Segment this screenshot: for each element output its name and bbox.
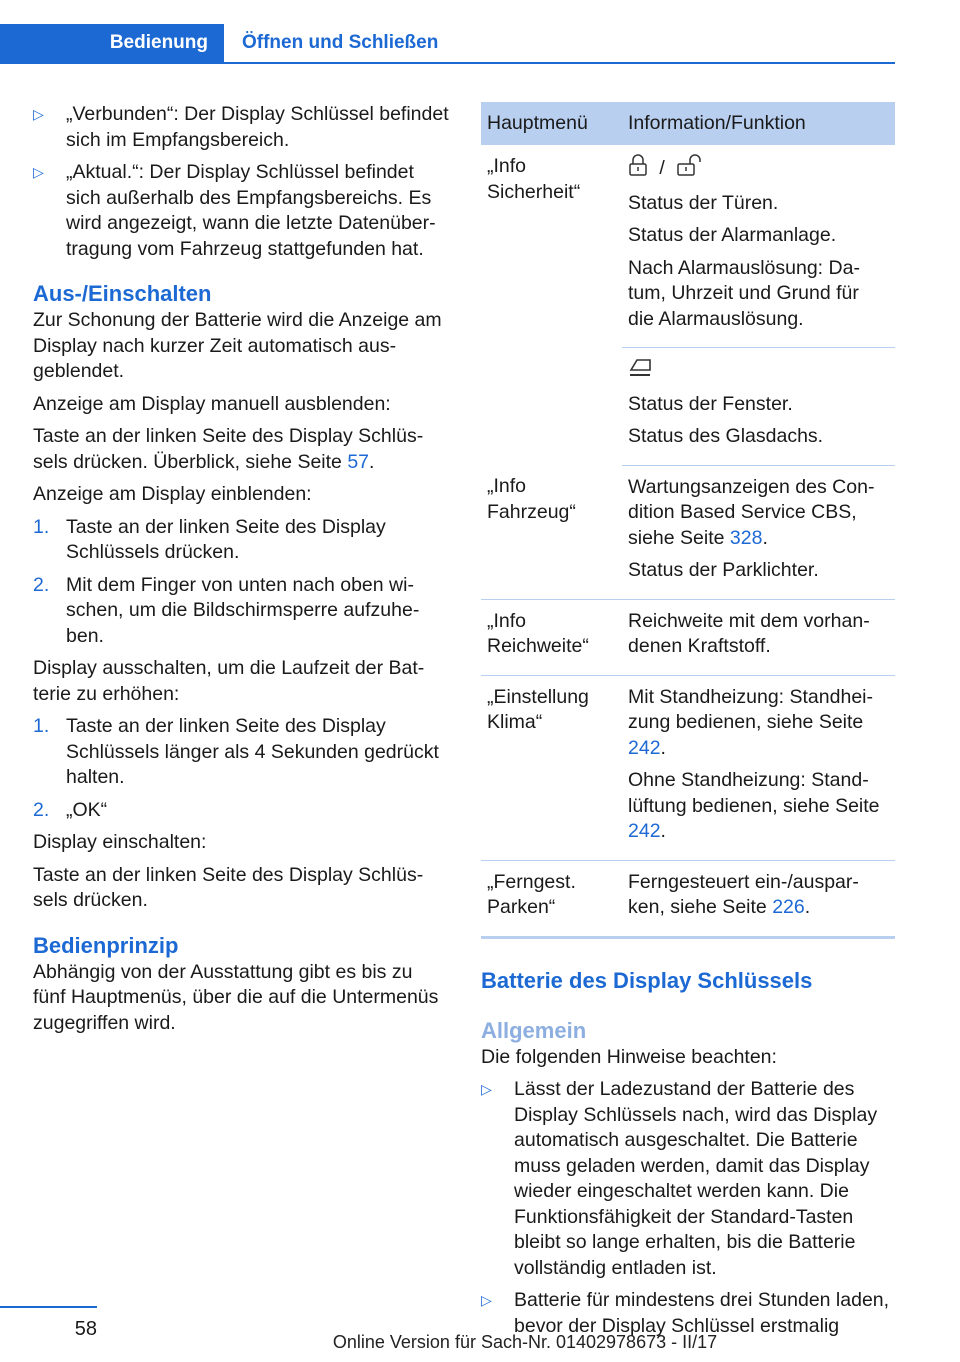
table-header-hauptmenue: Hauptmenü [481,102,622,145]
list-item: ▷ „Aktual.“: Der Display Schlüssel befindet sich außerhalb des Empfangsbereichs. Es wird angezeigt, wann die letzte Datenübertragung vom Fahrzeug stattgefunden hat. [33,160,449,262]
list-item: ▷ „Verbunden“: Der Display Schlüssel befindet sich im Empfangsbereich. [33,102,449,153]
page-link-226[interactable]: 226 [772,896,805,918]
tab-oeffnen-schliessen[interactable]: Öffnen und Schließen [242,32,439,53]
paragraph: Taste an der linken Seite des Display Schlüssels drücken. Überblick, siehe Seite 57. [33,425,424,473]
table-header-information: Information/Funktion [622,102,895,145]
page-link-328[interactable]: 328 [729,526,763,549]
subheading-allgemein: Allgemein [481,1017,587,1043]
cell-ferngest-parken: „Ferngest. Parken“ [481,860,622,937]
table-row: Status der Fenster. Status des Glasdachs. [481,348,895,466]
paragraph: Display ausschalten, um die Laufzeit der Batterie zu erhöhen: [33,657,425,705]
list-item: 1. Taste an der linken Seite des Display Schlüssels länger als 4 Sekunden gedrückt halten. [33,715,439,788]
cell-info-reichweite: „Info Reichweite“ [481,599,622,675]
main-menu-table [481,102,895,939]
paragraph: Display einschalten: [33,831,207,853]
bullet-marker-icon: ▷ [481,1292,492,1308]
lock-open-icon [676,154,702,184]
heading-batterie: Batterie des Display Schlüssels [481,967,813,993]
table-row: „Info Sicherheit“ / Status der Türen. Status der Alarmanlage. Nach Alarmauslösung: Datum, Uhrzeit und Grund für die Alarmauslösung. [481,145,895,348]
table-row: „Info Fahrzeug“ Wartungsanzeigen des Condition Based Service CBS, siehe Seite 328. Status der Parklichter. [481,465,895,599]
cell-info-fahrzeug: „Info Fahrzeug“ [481,465,622,599]
bullet-marker-icon: ▷ [481,1081,492,1097]
left-column [33,102,449,1043]
paragraph: Abhängig von der Ausstattung gibt es bis zu fünf Hauptmenüs, über die auf die Untermenüs zugegriffen wird. [33,960,439,1034]
header-tabbar [0,24,895,64]
page-number-rule [0,1306,97,1308]
right-column [481,102,895,1346]
table-row: „Info Reichweite“ Reichweite mit dem vorhandenen Kraftstoff. [481,599,895,675]
paragraph: Zur Schonung der Batterie wird die Anzeige am Display nach kurzer Zeit automatisch ausgeblendet. [33,309,442,382]
window-icon [628,357,652,385]
paragraph: Die folgenden Hinweise beachten: [481,1045,777,1068]
lock-closed-icon [628,154,648,184]
list-item: ▷ Lässt der Ladezustand der Batterie des Display Schlüssels nach, wird das Display automatisch ausgeschaltet. Die Batterie muss geladen werden, damit das Display wieder eingeschaltet werden kann. Die Funktionsfähigkeit der Standard-Tasten bleibt so lange erhalten, bis die Batterie vollständig entladen ist. [481,1077,895,1281]
page-link-242[interactable]: 242 [628,820,661,842]
list-item: 2. Mit dem Finger von unten nach oben wischen, um die Bildschirmsperre aufzuheben. [33,573,420,647]
paragraph: Anzeige am Display manuell ausblenden: [33,392,391,415]
page-number: 58 [74,1318,97,1340]
table-row: „Ferngest. Parken“ Ferngesteuert ein-/ausparken, siehe Seite 226. [481,860,895,937]
list-item: ▷ Batterie für mindestens drei Stunden laden, bevor der Display Schlüssel erstmalig [481,1288,895,1339]
heading-bedienprinzip: Bedienprinzip [33,932,179,958]
tab-bedienung[interactable]: Bedienung [0,24,224,62]
page-link-242[interactable]: 242 [628,736,661,759]
cell-info-sicherheit: „Info Sicherheit“ [487,155,581,203]
table-header-row [481,102,895,145]
list-item: 2. „OK“ [33,798,108,821]
table-row: „Einstellung Klima“ Mit Standheizung: Standheizung bedienen, siehe Seite 242. Ohne Standheizung: Standlüftung bedienen, siehe Seite 242. [481,675,895,860]
cell-einstellung-klima: „Einstellung Klima“ [481,675,622,860]
heading-aus-einschalten: Aus-/Einschalten [33,281,212,306]
list-item: 1. Taste an der linken Seite des Display Schlüssels drücken. [33,515,386,563]
paragraph: Anzeige am Display einblenden: [33,483,312,505]
page-link-57[interactable]: 57 [347,450,370,473]
bullet-marker-icon: ▷ [33,106,44,122]
paragraph: Taste an der linken Seite des Display Schlüssels drücken. [33,863,424,911]
footer: Online Version für Sach-Nr. 01402978673 - II/17 [332,1332,718,1352]
bullet-marker-icon: ▷ [33,164,44,180]
